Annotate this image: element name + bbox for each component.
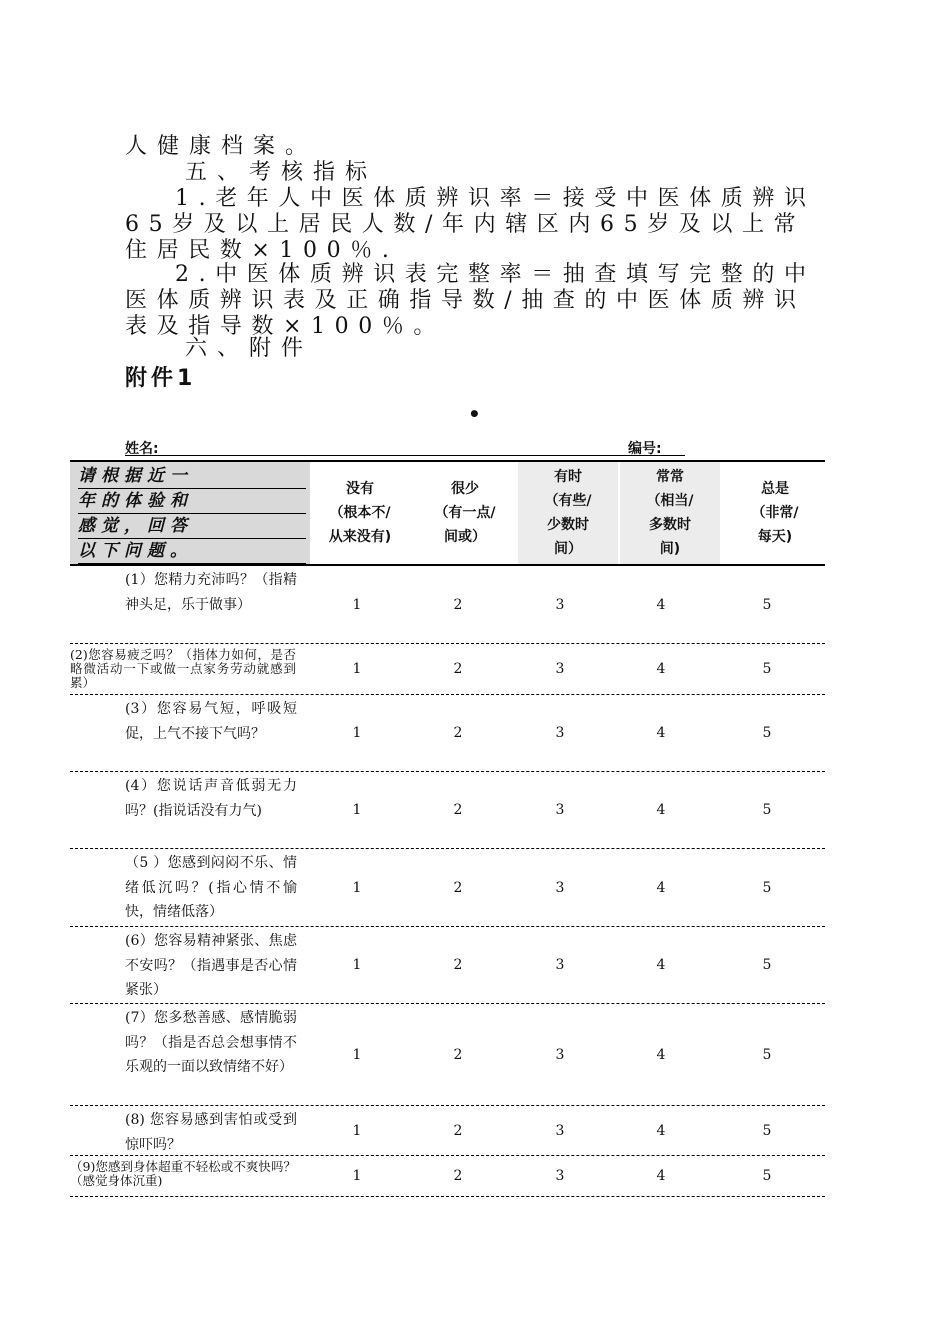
question-header-line: 以下问题。: [78, 539, 306, 564]
column-header-line: （根本不/: [329, 505, 391, 521]
score-option[interactable]: 1: [352, 596, 362, 613]
bullet-dot: •: [468, 402, 481, 426]
table-row: [70, 1156, 825, 1197]
table-header: [70, 460, 825, 566]
column-header-line: 多数时: [649, 517, 691, 533]
score-option[interactable]: 2: [453, 957, 463, 973]
column-header-line: （有些/: [544, 493, 592, 509]
column-header-line: （有一点/: [434, 505, 496, 521]
table-row: [70, 1106, 825, 1156]
score-option[interactable]: 1: [352, 1046, 362, 1063]
score-option[interactable]: 1: [352, 957, 362, 973]
column-header: [725, 462, 825, 564]
column-header-line: 每天): [757, 529, 793, 545]
question-header-line: 感觉，回答: [78, 514, 306, 539]
column-header-line: 总是: [761, 481, 789, 497]
name-underline: [125, 455, 685, 456]
column-header-line: 常常: [656, 469, 684, 485]
column-header-line: 间): [659, 541, 681, 557]
score-option[interactable]: 4: [656, 879, 666, 896]
question-header-text: [78, 464, 306, 564]
table-row: [70, 566, 825, 644]
score-option[interactable]: 3: [555, 1122, 565, 1139]
paragraph-line: 人健康档案。: [125, 134, 318, 159]
score-option[interactable]: 5: [762, 661, 772, 677]
score-option[interactable]: 2: [453, 1168, 463, 1184]
score-option[interactable]: 4: [656, 1168, 666, 1184]
question-header-line: 年的体验和: [78, 489, 306, 514]
question-text: (3）您容易气短，呼吸短促，上气不接下气吗？: [125, 701, 297, 742]
score-option[interactable]: 1: [352, 1122, 362, 1139]
score-option[interactable]: 5: [762, 1168, 772, 1184]
indicator-2: 2.中医体质辨识表完整率＝抽查填写完整的中医体质辨识表及正确指导数/抽查的中医体质辨识表及指导数×100％。: [125, 262, 816, 339]
score-option[interactable]: 4: [656, 596, 666, 613]
score-option[interactable]: 3: [555, 802, 565, 818]
column-header-line: 少数时: [547, 517, 589, 533]
table-row: [70, 849, 825, 927]
score-option[interactable]: 3: [555, 661, 565, 677]
column-header-line: 从来没有): [328, 529, 392, 545]
score-option[interactable]: 1: [352, 1168, 362, 1184]
score-option[interactable]: 2: [453, 661, 463, 677]
column-header: [518, 462, 618, 564]
table-row: [70, 644, 825, 695]
score-option[interactable]: 2: [453, 802, 463, 818]
question-text: (6）您容易精神紧张、焦虑不安吗？（指遇事是否心情紧张）: [125, 933, 297, 998]
indicator-1: 1.老年人中医体质辨识率＝接受中医体质辨识65岁及以上居民人数/年内辖区内65岁及以上常住居民数×100％.: [125, 186, 816, 263]
question-text: (1）您精力充沛吗？（指精神头足，乐于做事）: [125, 572, 297, 613]
column-header-line: 很少: [451, 481, 479, 497]
score-option[interactable]: 5: [762, 1046, 772, 1063]
score-option[interactable]: 4: [656, 661, 666, 677]
section-heading-attachment: 六、附件: [185, 336, 314, 361]
score-option[interactable]: 5: [762, 879, 772, 896]
table-row: [70, 695, 825, 772]
score-option[interactable]: 2: [453, 725, 463, 741]
column-header: [415, 462, 515, 564]
column-header-line: （非常/: [751, 505, 799, 521]
column-header-line: 间）: [554, 541, 582, 557]
table-row: [70, 927, 825, 1004]
score-option[interactable]: 1: [352, 879, 362, 896]
number-label: 编号:: [628, 441, 662, 457]
score-option[interactable]: 5: [762, 596, 772, 613]
score-option[interactable]: 3: [555, 596, 565, 613]
score-option[interactable]: 3: [555, 725, 565, 741]
score-option[interactable]: 2: [453, 1122, 463, 1139]
name-label: 姓名:: [125, 441, 159, 457]
score-option[interactable]: 1: [352, 725, 362, 741]
score-option[interactable]: 3: [555, 879, 565, 896]
score-option[interactable]: 4: [656, 725, 666, 741]
score-option[interactable]: 3: [555, 1168, 565, 1184]
score-option[interactable]: 1: [352, 661, 362, 677]
column-header: [310, 462, 410, 564]
column-header-line: 间或）: [444, 529, 486, 545]
column-header: [620, 462, 720, 564]
question-text: （9)您感到身体超重不轻松或不爽快吗？（感觉身体沉重): [70, 1159, 296, 1188]
score-option[interactable]: 5: [762, 725, 772, 741]
score-option[interactable]: 2: [453, 879, 463, 896]
question-text: （5 ）您感到闷闷不乐、情绪低沉吗？(指心情不愉快，情绪低落）: [125, 855, 297, 920]
question-header-cell: [70, 462, 310, 564]
column-header-line: 有时: [554, 469, 582, 485]
score-option[interactable]: 4: [656, 802, 666, 818]
questionnaire-table: [70, 460, 825, 1197]
column-header-line: （相当/: [646, 493, 694, 509]
score-option[interactable]: 1: [352, 802, 362, 818]
question-text: (8) 您容易感到害怕或受到惊吓吗？: [125, 1112, 297, 1153]
score-option[interactable]: 2: [453, 596, 463, 613]
score-option[interactable]: 3: [555, 957, 565, 973]
section-heading-indicators: 五、考核指标: [185, 160, 378, 185]
table-row: [70, 1004, 825, 1106]
score-option[interactable]: 4: [656, 1122, 666, 1139]
question-header-line: 请根据近一: [78, 464, 306, 489]
score-option[interactable]: 5: [762, 802, 772, 818]
table-row: [70, 772, 825, 849]
score-option[interactable]: 2: [453, 1046, 463, 1063]
score-option[interactable]: 4: [656, 957, 666, 973]
question-text: (2)您容易疲乏吗？（指体力如何，是否略微活动一下或做一点家务劳动就感到累）: [70, 647, 296, 690]
column-header-line: 没有: [346, 481, 374, 497]
score-option[interactable]: 3: [555, 1046, 565, 1063]
question-text: (7）您多愁善感、感情脆弱吗？（指是否总会想事情不乐观的一面以致情绪不好）: [125, 1010, 297, 1075]
attachment-label: 附件1: [125, 366, 197, 391]
question-text: (4）您说话声音低弱无力吗？(指说话没有力气): [125, 778, 297, 819]
score-option[interactable]: 5: [762, 1122, 772, 1139]
score-option[interactable]: 5: [762, 957, 772, 973]
score-option[interactable]: 4: [656, 1046, 666, 1063]
